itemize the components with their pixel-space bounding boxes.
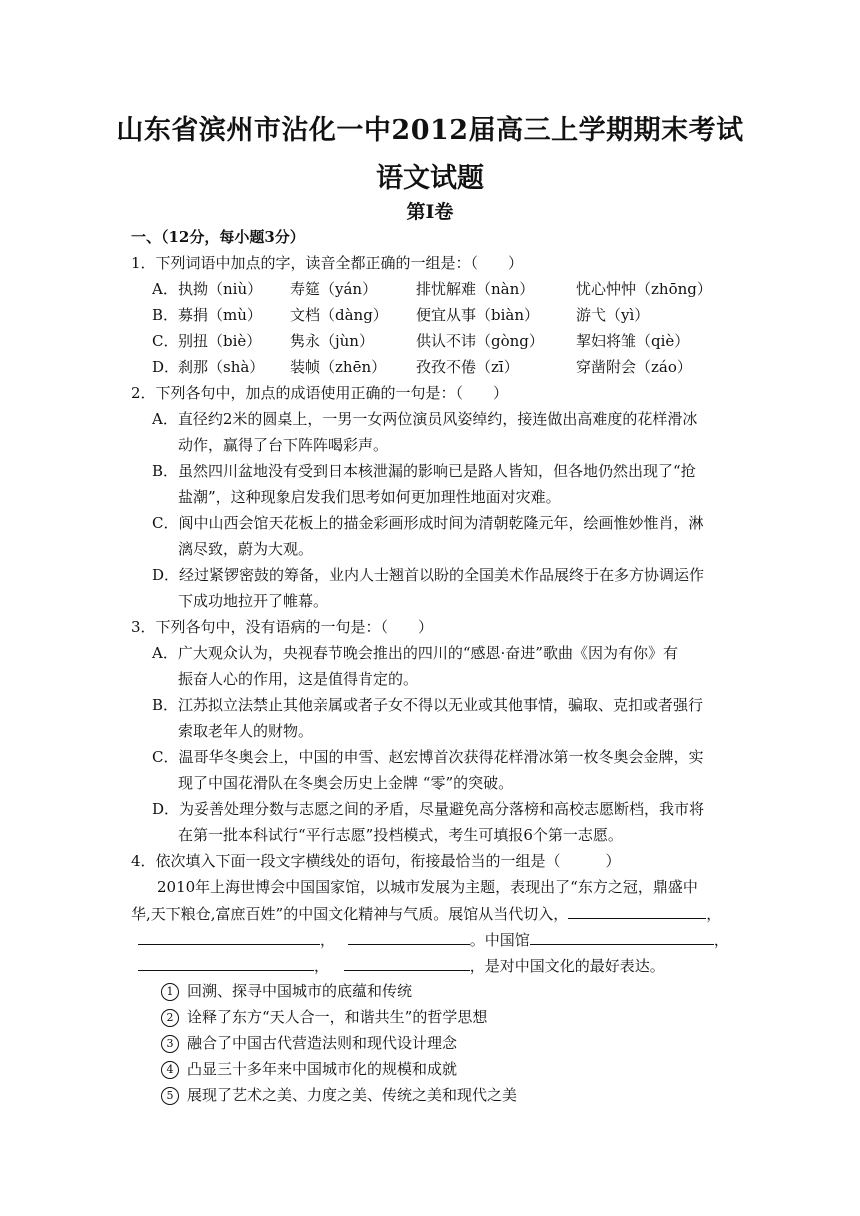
- q2-option-d-cont: 下成功地拉开了帷幕。: [178, 592, 329, 610]
- q1-option-item: 文档（dàng）: [290, 306, 388, 324]
- q1-row-label: D．: [152, 358, 180, 376]
- answer-blank[interactable]: [344, 955, 470, 971]
- q1-row-label: B．: [152, 306, 179, 324]
- q1-option-item: 忧心忡忡（zhōng）: [576, 280, 712, 298]
- comma: ，: [706, 905, 722, 923]
- q4-passage-line2: [131, 903, 721, 924]
- q1-stem: 1．下列词语中加点的字，读音全都正确的一组是：（ ）: [131, 254, 524, 272]
- q1-option-item: 别扭（biè）: [178, 332, 262, 350]
- q4-option-3: [161, 1033, 457, 1053]
- q4-option-text: 凸显三十多年来中国城市化的规模和成就: [187, 1060, 458, 1078]
- comma: ，: [314, 957, 330, 975]
- q3-option-d-cont: 在第一批本科试行“平行志愿”投档模式，考生可填报6个第一志愿。: [178, 826, 623, 844]
- q1-option-item: 隽永（jùn）: [290, 332, 374, 350]
- q1-option-item: 装帧（zhēn）: [290, 358, 387, 376]
- q2-option-b: B．虽然四川盆地没有受到日本核泄漏的影响已是路人皆知，但各地仍然出现了“抢: [152, 462, 696, 480]
- q1-option-item: 穿凿附会（záo）: [576, 358, 692, 376]
- circled-number: 3: [161, 1035, 179, 1053]
- circled-number: 4: [161, 1061, 179, 1079]
- exam-subtitle: 语文试题: [376, 163, 484, 194]
- q1-option-item: 游弋（yì）: [576, 306, 650, 324]
- q1-option-item: 执拗（niù）: [178, 280, 263, 298]
- answer-blank[interactable]: [530, 929, 714, 945]
- q3-option-c: C．温哥华冬奥会上，中国的申雪、赵宏博首次获得花样滑冰第一枚冬奥会金牌，实: [152, 748, 704, 766]
- comma: ，: [713, 931, 729, 949]
- q1-option-item: 募捐（mù）: [178, 306, 262, 324]
- q4-passage-text: 华,天下粮仓,富庶百姓”的中国文化精神与气质。展馆从当代切入，: [131, 905, 569, 923]
- q3-option-a-cont: 振奋人心的作用，这是值得肯定的。: [178, 670, 419, 688]
- q1-option-item: 便宜从事（biàn）: [416, 306, 540, 324]
- answer-blank[interactable]: [138, 929, 320, 945]
- q1-option-item: 供认不讳（gòng）: [416, 332, 544, 350]
- q1-option-item: 排忧解难（nàn）: [416, 280, 535, 298]
- q1-row-label: A．: [152, 280, 178, 298]
- q1-row-label: C．: [152, 332, 179, 350]
- q4-option-text: 展现了艺术之美、力度之美、传统之美和现代之美: [187, 1086, 518, 1104]
- q3-stem: 3．下列各句中，没有语病的一句是：（ ）: [131, 618, 434, 636]
- q2-option-a-cont: 动作，赢得了台下阵阵喝彩声。: [178, 436, 389, 454]
- q4-stem: 4．依次填入下面一段文字横线处的语句，衔接最恰当的一组是（ ）: [131, 852, 621, 870]
- q4-option-4: [161, 1059, 457, 1079]
- q2-option-a: A．直径约2米的圆桌上，一男一女两位演员风姿绰约，接连做出高难度的花样滑冰: [152, 410, 698, 428]
- q2-option-d: D．经过紧锣密鼓的筹备，业内人士翘首以盼的全国美术作品展终于在多方协调运作: [152, 566, 705, 584]
- q3-option-b-cont: 索取老年人的财物。: [178, 722, 314, 740]
- q4-option-2: [161, 1007, 487, 1027]
- q1-option-item: 孜孜不倦（zī）: [416, 358, 519, 376]
- q4-option-text: 诠释了东方“天人合一，和谐共生”的哲学思想: [187, 1008, 488, 1026]
- q4-option-text: 融合了中国古代营造法则和现代设计理念: [187, 1034, 458, 1052]
- circled-number: 5: [161, 1087, 179, 1105]
- q3-option-b: B．江苏拟立法禁止其他亲属或者子女不得以无业或其他事情，骗取、克扣或者强行: [152, 696, 704, 714]
- q4-passage-line4: [138, 955, 665, 976]
- q1-option-item: 寿筵（yán）: [290, 280, 378, 298]
- answer-blank[interactable]: [348, 929, 470, 945]
- exam-title: 山东省滨州市沾化一中2012届高三上学期期末考试: [116, 115, 744, 146]
- q3-option-a: A．广大观众认为，央视春节晚会推出的四川的“感恩·奋进”歌曲《因为有你》有: [152, 644, 678, 662]
- q2-option-b-cont: 盐潮”，这种现象启发我们思考如何更加理性地面对灾难。: [178, 488, 561, 506]
- q4-passage-text: ，是对中国文化的最好表达。: [469, 957, 665, 975]
- answer-blank[interactable]: [568, 903, 706, 919]
- q4-passage-text: 。中国馆: [469, 931, 530, 949]
- q4-option-5: [161, 1085, 517, 1105]
- q2-option-c: C．阆中山西会馆天花板上的描金彩画形成时间为清朝乾隆元年，绘画惟妙惟肖，淋: [152, 514, 704, 532]
- q1-option-item: 刹那（shà）: [178, 358, 265, 376]
- q1-option-item: 挈妇将雏（qiè）: [576, 332, 690, 350]
- q2-option-c-cont: 漓尽致，蔚为大观。: [178, 540, 314, 558]
- q2-stem: 2．下列各句中，加点的成语使用正确的一句是：（ ）: [131, 384, 509, 402]
- volume-heading: 第Ⅰ卷: [406, 201, 454, 223]
- q4-passage-line3: [138, 929, 729, 950]
- q3-option-c-cont: 现了中国花滑队在冬奥会历史上金牌 “零”的突破。: [178, 774, 514, 792]
- answer-blank[interactable]: [138, 955, 314, 971]
- section-heading: 一、（12分，每小题3分）: [131, 228, 305, 246]
- q3-option-d: D．为妥善处理分数与志愿之间的矛盾，尽量避免高分落榜和高校志愿断档，我市将: [152, 800, 705, 818]
- circled-number: 2: [161, 1009, 179, 1027]
- comma: ，: [320, 931, 336, 949]
- circled-number: 1: [161, 983, 179, 1001]
- q4-option-text: 回溯、探寻中国城市的底蕴和传统: [187, 982, 413, 1000]
- q4-option-1: [161, 981, 412, 1001]
- q4-passage-line1: 2010年上海世博会中国国家馆，以城市发展为主题，表现出了“东方之冠，鼎盛中: [157, 878, 698, 896]
